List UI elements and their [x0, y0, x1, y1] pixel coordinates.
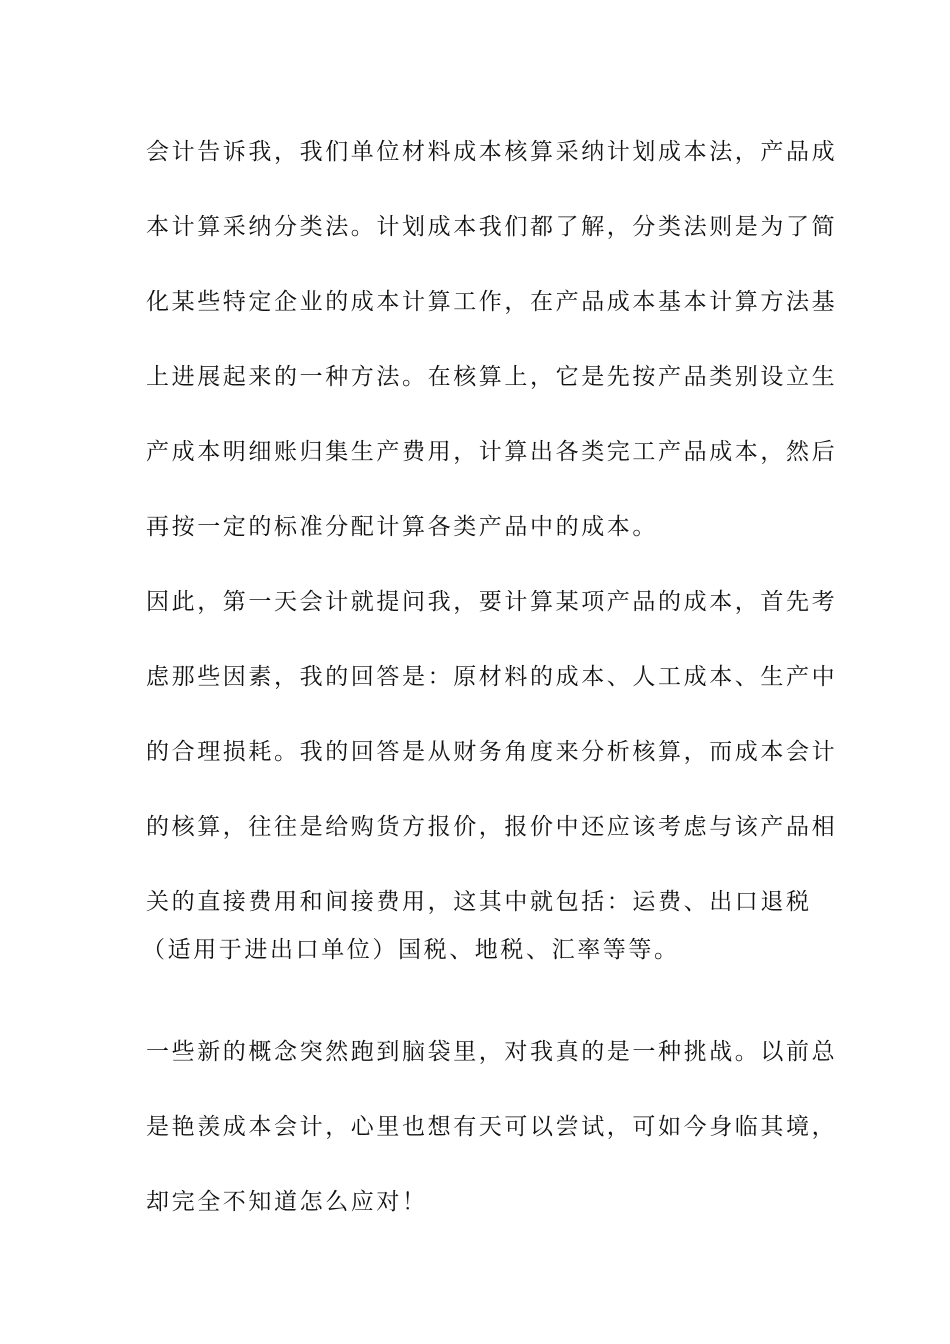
paragraph-2-line-3: 的合理损耗。我的回答是从财务角度来分析核算，而成本会计 [146, 739, 838, 765]
paragraph-2-line-6: （适用于进出口单位）国税、地税、汇率等等。 [142, 937, 680, 963]
paragraph-1-line-4: 上进展起来的一种方法。在核算上，它是先按产品类别设立生 [146, 364, 838, 390]
paragraph-1-line-2: 本计算采纳分类法。计划成本我们都了解，分类法则是为了简 [146, 214, 838, 240]
paragraph-3-line-3: 却完全不知道怎么应对！ [146, 1189, 428, 1215]
paragraph-1-line-5: 产成本明细账归集生产费用，计算出各类完工产品成本，然后 [146, 439, 838, 465]
paragraph-2-line-2: 虑那些因素，我的回答是：原材料的成本、人工成本、生产中 [146, 664, 838, 690]
paragraph-2-line-1: 因此，第一天会计就提问我，要计算某项产品的成本，首先考 [146, 589, 838, 615]
paragraph-2-line-4: 的核算，往往是给购货方报价，报价中还应该考虑与该产品相 [146, 814, 838, 840]
paragraph-3-line-1: 一些新的概念突然跑到脑袋里，对我真的是一种挑战。以前总 [146, 1039, 838, 1065]
paragraph-1-line-6: 再按一定的标准分配计算各类产品中的成本。 [146, 514, 658, 540]
paragraph-1-line-3: 化某些特定企业的成本计算工作，在产品成本基本计算方法基 [146, 289, 838, 315]
paragraph-3-line-2: 是艳羡成本会计，心里也想有天可以尝试，可如今身临其境， [146, 1114, 838, 1140]
paragraph-1-line-1: 会计告诉我，我们单位材料成本核算采纳计划成本法，产品成 [146, 139, 838, 165]
paragraph-2-line-5: 关的直接费用和间接费用，这其中就包括：运费、出口退税 [146, 889, 812, 915]
